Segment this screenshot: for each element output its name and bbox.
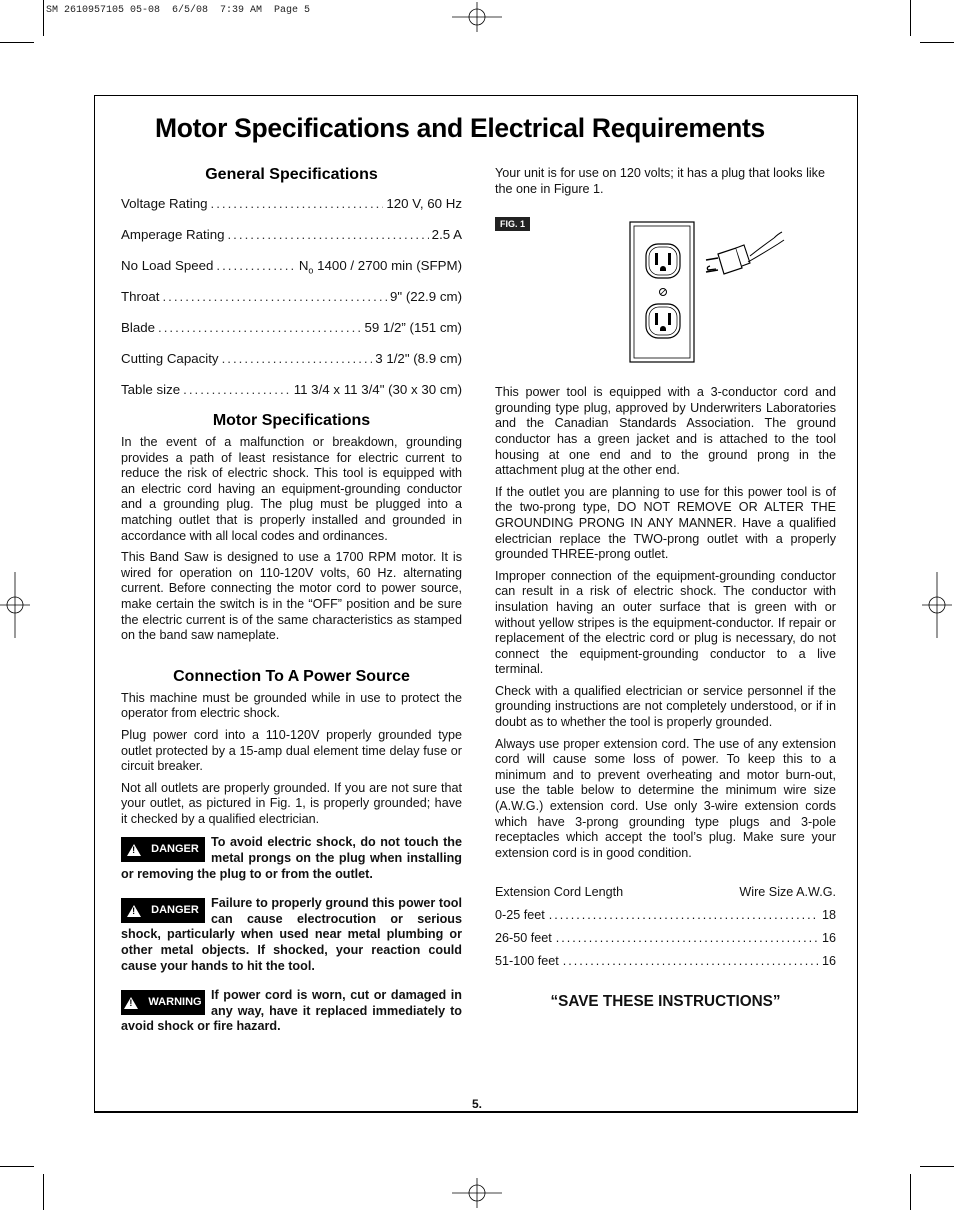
receptacle-lower xyxy=(646,304,680,338)
danger-warning-1 xyxy=(121,835,462,882)
danger-badge: ! DANGER xyxy=(121,898,205,923)
crop-mark xyxy=(0,1166,34,1167)
power-source-heading: Connection To A Power Source xyxy=(173,667,410,685)
leader-dots xyxy=(556,931,818,945)
spec-label: Table size xyxy=(121,382,181,397)
motor-specifications-heading: Motor Specifications xyxy=(212,412,371,429)
leader-dots xyxy=(162,289,387,305)
print-header: SM 2610957105 05-08 6/5/08 7:39 AM Page 5 xyxy=(46,5,311,16)
registration-mark-right xyxy=(922,572,952,638)
leader-dots xyxy=(216,258,295,274)
table-header-length: Extension Cord Length xyxy=(495,885,624,900)
page-title: Motor Specifications and Electrical Requirements xyxy=(155,113,765,143)
spec-value: 11 3/4 x 11 3/4" (30 x 30 cm) xyxy=(293,382,462,397)
leader-dots xyxy=(222,351,373,367)
spec-label: Blade xyxy=(121,320,156,335)
warning-badge: ! WARNING xyxy=(121,990,205,1015)
grounding-paragraph: This power tool is equipped with a 3-conductor cord and grounding type plug, approved by Underwriters Laboratories and the Canadian Standards Association. The ground conductor has a green jacket and is attached to the tool housing at one end and to the ground prong in the attachment plug at the other end. xyxy=(495,385,836,478)
crop-mark xyxy=(910,0,911,36)
spec-value: 3 1/2" (8.9 cm) xyxy=(375,351,462,366)
motor-spec-paragraph: In the event of a malfunction or breakdown, grounding provides a path of least resistance for electric current to reduce the risk of electric shock. This tool is equipped with an electric cord having an equipment-grounding conductor and a grounding plug. The plug must be plugged into a matching outlet that is properly installed and grounded in accordance with all local codes and ordinances. xyxy=(121,435,462,543)
spec-value-subscript: o xyxy=(308,265,314,276)
warning-triangle-icon: ! xyxy=(127,844,141,856)
leader-dots xyxy=(158,320,361,336)
table-header-size: Wire Size A.W.G. xyxy=(739,885,836,900)
spec-value: 9" (22.9 cm) xyxy=(390,289,462,304)
spec-value-symbol: N xyxy=(298,258,309,273)
crop-mark xyxy=(43,0,44,36)
general-specifications-heading: General Specifications xyxy=(205,166,378,183)
extension-cord-paragraph: Always use proper extension cord. The use of any extension cord will cause some loss of power. To keep this to a minimum and to prevent overheating and motor burn-out, use the table below to determine the minimum wire size (A.W.G.) extension cord. Use only 3-wire extension cords which have 3-prong grounding type plugs and 3-pole receptacles which accept the tool’s plug. Make sure your extension cord is in good condition. xyxy=(495,736,836,860)
table-row: 51-100 feet ..... 16 xyxy=(495,954,836,977)
grounding-paragraph: If the outlet you are planning to use for this power tool is of the two-prong type, DO NOT REMOVE OR ALTER THE GROUNDING PRONG IN ANY MANNER. Have a qualified electrician replace the TWO-prong outlet with a properly grounded THREE-prong outlet. xyxy=(495,484,836,562)
spec-label: Cutting Capacity xyxy=(121,351,219,366)
registration-mark-left xyxy=(0,572,30,638)
spec-row-cutting-capacity xyxy=(121,351,462,382)
spec-row-blade xyxy=(121,320,462,351)
leader-dots xyxy=(211,196,384,212)
spec-value: 59 1/2” (151 cm) xyxy=(364,320,462,335)
warning-notice xyxy=(121,988,462,1035)
crop-mark xyxy=(910,1174,911,1210)
warning-text: Failure to properly ground this power tool can cause electrocution or serious shock, particularly when used near metal plumbing or other metal objects. If shocked, your reaction could cause your hands to hit the tool. xyxy=(121,896,462,973)
grounding-paragraph: Check with a qualified electrician or service personnel if the grounding instructions are not completely understood, or if in doubt as to whether the tool is properly grounded. xyxy=(495,683,836,730)
danger-warning-2 xyxy=(121,896,462,974)
spec-value xyxy=(299,258,462,279)
crop-mark xyxy=(920,1166,954,1167)
leader-dots xyxy=(183,382,291,398)
spec-value-text: 1400 / 2700 min (SFPM) xyxy=(317,258,462,273)
table-row: 0-25 feet ..... 18 xyxy=(495,908,836,931)
extension-cord-table xyxy=(495,885,836,977)
warning-triangle-icon: ! xyxy=(124,997,138,1009)
motor-spec-paragraph: This Band Saw is designed to use a 1700 RPM motor. It is wired for operation on 110-120V volts, 60 Hz. alternating current. Before connecting the motor cord to power source, make certain the switch is in the “OFF” position and be sure the electric current is of the same characteristics as stamped on the band saw nameplate. xyxy=(121,550,462,643)
intro-paragraph: Your unit is for use on 120 volts; it has a plug that looks like the one in Figure 1. xyxy=(495,166,825,196)
warning-text: To avoid electric shock, do not touch the metal prongs on the plug when installing or removing the plug to or from the outlet. xyxy=(121,835,462,881)
registration-mark-top xyxy=(452,2,502,32)
power-source-paragraph: Not all outlets are properly grounded. If you are not sure that your outlet, as pictured in Fig. 1, is properly grounded; have it checked by a qualified electrician. xyxy=(121,780,462,826)
spec-row-no-load-speed xyxy=(121,258,462,289)
three-prong-plug xyxy=(706,232,784,274)
table-row: 26-50 feet ..... 16 xyxy=(495,931,836,954)
spec-label: Amperage Rating xyxy=(121,227,225,242)
leader-dots xyxy=(549,908,818,922)
crop-mark xyxy=(920,42,954,43)
spec-row-amperage xyxy=(121,227,462,258)
spec-value: 2.5 A xyxy=(431,227,462,242)
left-column xyxy=(121,166,462,1035)
spec-row-voltage xyxy=(121,196,462,227)
registration-mark-bottom xyxy=(452,1178,502,1208)
power-source-paragraph: Plug power cord into a 110-120V properly grounded type outlet protected by a 15-amp dual element time delay fuse or circuit breaker. xyxy=(121,727,462,774)
warning-text: If power cord is worn, cut or damaged in any way, have it replaced immediately to avoid shock or fire hazard. xyxy=(121,988,462,1034)
crop-mark xyxy=(0,42,34,43)
power-source-paragraph: This machine must be grounded while in use to protect the operator from electric shock. xyxy=(121,690,462,721)
danger-badge: ! DANGER xyxy=(121,837,205,862)
grounding-paragraph: Improper connection of the equipment-grounding conductor can result in a risk of electric shock. The conductor with insulation having an outer surface that is green with or without yellow stripes is the equipment-conductor. If repair or replacement of the electric cord or plug is necessary, do not connect the equipment-grounding conductor to a live terminal. xyxy=(495,568,836,677)
leader-dots xyxy=(227,227,428,243)
spec-label: Voltage Rating xyxy=(121,196,208,211)
spec-row-table-size xyxy=(121,382,462,408)
warning-triangle-icon: ! xyxy=(127,905,141,917)
leader-dots xyxy=(563,954,818,968)
table-header xyxy=(495,885,836,908)
crop-mark xyxy=(43,1174,44,1210)
spec-row-throat xyxy=(121,289,462,320)
outlet-plug-figure xyxy=(628,220,788,365)
spec-label: Throat xyxy=(121,289,160,304)
spec-value: 120 V, 60 Hz xyxy=(386,196,462,211)
receptacle-upper xyxy=(646,244,680,278)
page-number: 5. xyxy=(471,1097,482,1111)
figure-label: FIG. 1 xyxy=(495,217,530,231)
spec-label: No Load Speed xyxy=(121,258,214,273)
save-instructions: “SAVE THESE INSTRUCTIONS” xyxy=(550,993,781,1011)
